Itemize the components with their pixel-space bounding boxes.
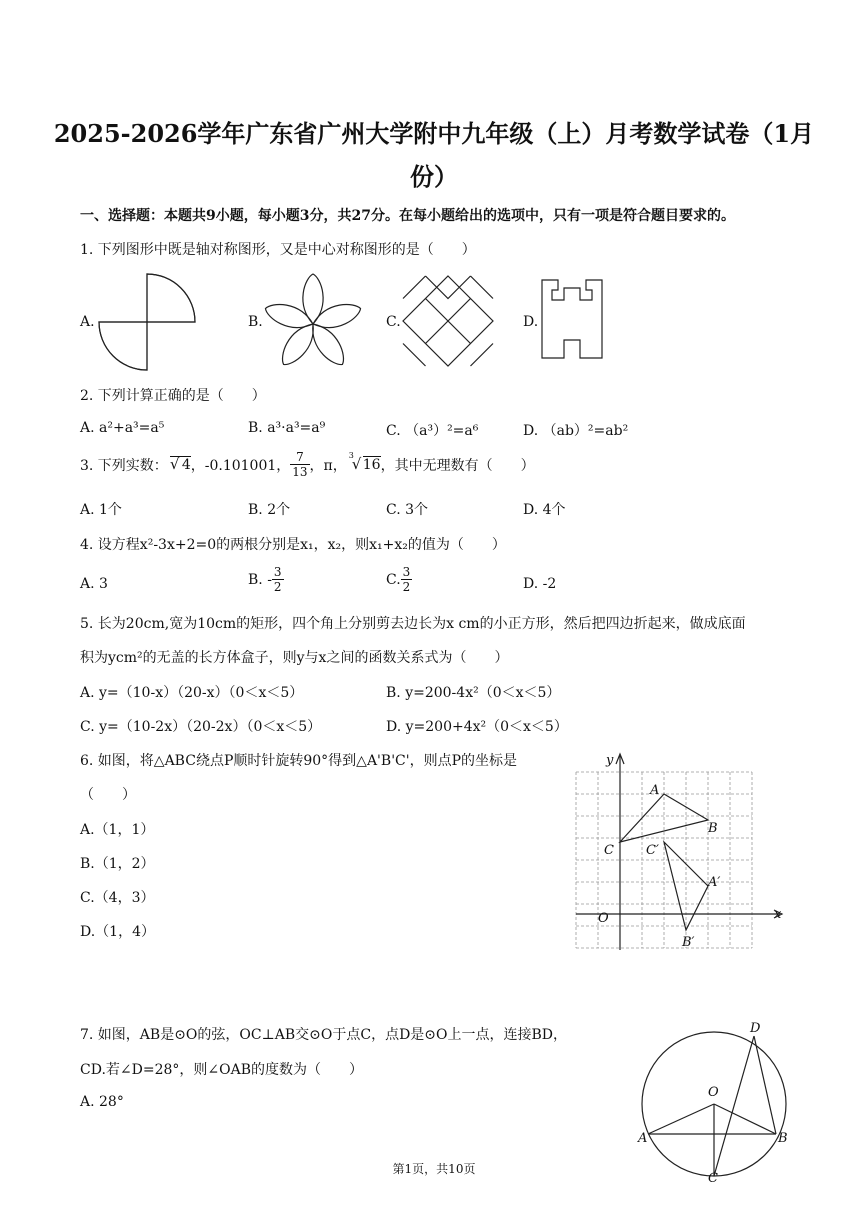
question-4-stem: 4. 设方程x²-3x+2=0的两根分别是x₁，x₂，则x₁+x₂的值为（ ） [80,537,506,553]
q1-option-c-label: C. [386,314,401,330]
q3-option-d: D. 4个 [523,502,566,518]
q3-option-c: C. 3个 [386,502,429,518]
rotation-grid-figure [566,750,790,960]
point-b-label: B [708,821,718,836]
q3-option-b: B. 2个 [248,502,291,518]
q6-option-a: A.（1，1） [80,822,155,838]
point-c-label: C [604,843,614,858]
q5-option-a: A. y=（10-x）（20-x）（0＜x＜5） [80,685,304,701]
castle-shape-figure [540,278,604,360]
point-c-label: C [708,1171,718,1186]
question-7-line-1: 7. 如图，AB是⊙O的弦，OC⊥AB交⊙O于点C，点D是⊙O上一点，连接BD， [80,1027,568,1043]
section-heading: 一、选择题：本题共9小题，每小题3分，共27分。在每小题给出的选项中，只有一项是符合题目要求的。 [80,208,735,224]
q5-option-d: D. y=200+4x²（0＜x＜5） [386,719,568,735]
q5-option-c: C. y=（10-2x）（20-2x）（0＜x＜5） [80,719,322,735]
point-a-label: A [650,783,660,798]
q3-pi: ，π， [309,457,347,474]
question-1-stem: 1. 下列图形中既是轴对称图形，又是中心对称图形的是（ ） [80,242,476,258]
point-b-label: B [778,1131,788,1146]
question-5-line-2: 积为ycm²的无盖的长方体盒子，则y与x之间的函数关系式为（ ） [80,650,509,666]
q2-option-d: D. （ab）²=ab² [523,423,629,439]
q3-cbrt-16: 3 √ 16 [348,450,381,473]
q4-option-b: B. - $\frac{3}{2}$ [248,565,282,594]
q1-option-a-label: A. [80,314,95,330]
question-6-line-1: 6. 如图，将△ABC绕点P顺时针旋转90°得到△A'B'C'，则点P的坐标是 [80,753,518,769]
five-petal-flower-figure [263,270,363,370]
page-title-line-2: 份） [410,162,458,191]
q3-sep-1: ，-0.101001， [190,457,291,474]
q3-stem-prefix: 3. 下列实数： [80,457,168,474]
origin-label: O [598,911,609,926]
point-c-prime-label: C′ [646,843,659,858]
question-7-line-2: CD.若∠D=28°，则∠OAB的度数为（ ） [80,1062,363,1078]
x-axis-label: x [774,907,782,922]
q6-option-d: D.（1，4） [80,924,155,940]
q4-option-c: C. $\frac{3}{2}$ [386,565,411,594]
q3-sqrt-4: √ 4 [169,455,191,473]
q4-option-d: D. -2 [523,576,557,592]
radical-sign-icon: √ [169,455,180,473]
q3-stem-suffix: ，其中无理数有（ ） [380,457,535,474]
q6-option-b: B.（1，2） [80,856,155,872]
point-a-prime-label: A′ [708,875,721,890]
question-2-stem: 2. 下列计算正确的是（ ） [80,388,266,404]
center-o-label: O [708,1085,719,1100]
point-d-label: D [750,1021,761,1036]
q2-option-b: B. a³·a³=a⁹ [248,420,326,436]
point-b-prime-label: B′ [682,935,695,950]
page-footer: 第1页，共10页 [392,1162,476,1176]
q3-fraction: $\frac{7}{13}$ [292,450,308,479]
q2-option-a: A. a²+a³=a⁵ [80,420,165,436]
diamond-lattice-figure [401,274,495,368]
q1-option-d-label: D. [523,314,539,330]
pinwheel-figure [97,272,197,372]
q6-option-c: C.（4，3） [80,890,155,906]
q5-option-b: B. y=200-4x²（0＜x＜5） [386,685,561,701]
circle-chord-figure [636,1018,796,1186]
question-5-line-1: 5. 长为20cm,宽为10cm的矩形，四个角上分别剪去边长为x cm的小正方形，然后把四边折起来，做成底面 [80,616,746,632]
q3-option-a: A. 1个 [80,502,122,518]
q4-option-a: A. 3 [80,576,108,592]
point-a-label: A [638,1131,648,1146]
question-6-line-2: （ ） [80,787,136,803]
q7-option-a: A. 28° [80,1094,124,1110]
question-3-stem [80,450,535,479]
q2-option-c: C. （a³）²=a⁶ [386,423,479,439]
q1-option-b-label: B. [248,314,263,330]
y-axis-label: y [606,753,614,768]
page-title-line-1: 2025-2026学年广东省广州大学附中九年级（上）月考数学试卷（1月 [53,119,815,148]
radical-sign-icon: √ [351,454,362,473]
